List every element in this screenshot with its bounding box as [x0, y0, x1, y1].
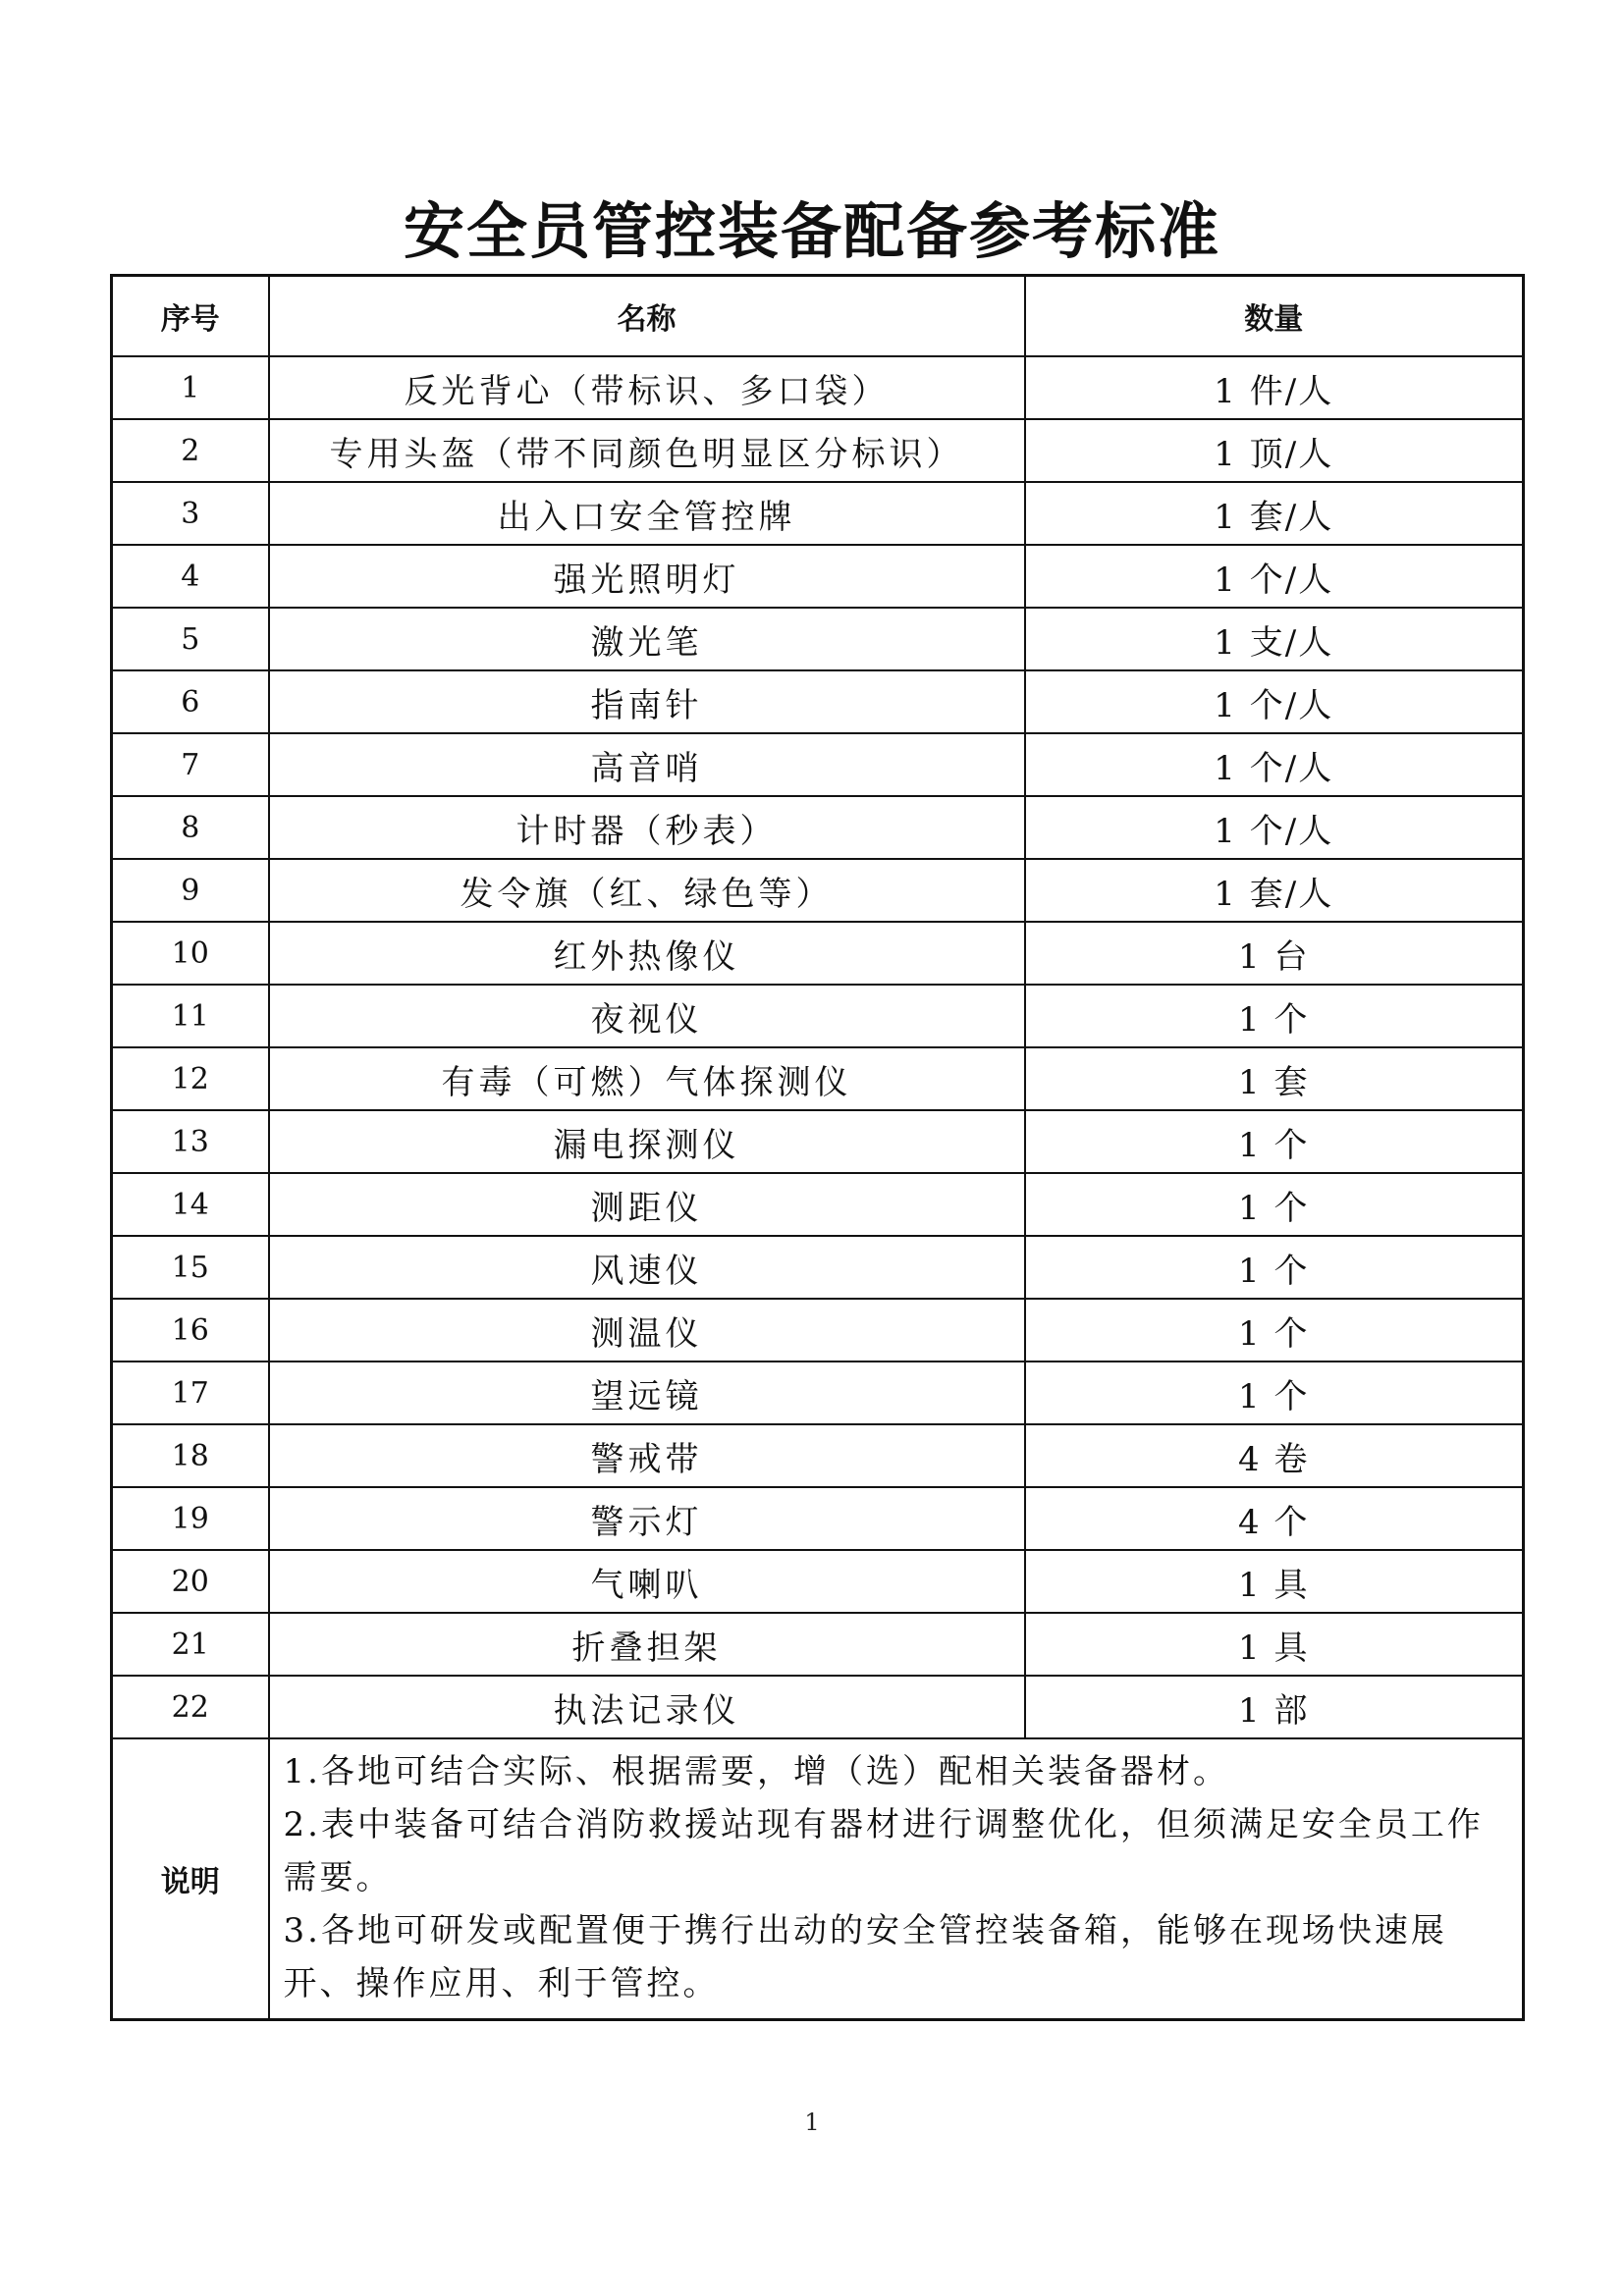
table-row	[112, 985, 1524, 1047]
cell-qty: 1 个/人	[1025, 733, 1524, 796]
note-line-2: 2.表中装备可结合消防救援站现有器材进行调整优化，但须满足安全员工作需要。	[283, 1805, 1484, 1897]
cell-name: 发令旗（红、绿色等）	[269, 859, 1025, 922]
table-row	[112, 670, 1524, 733]
cell-no: 7	[112, 733, 269, 796]
table-row	[112, 1613, 1524, 1676]
table-row	[112, 796, 1524, 859]
table-row	[112, 545, 1524, 608]
equipment-table	[110, 274, 1525, 2021]
cell-qty: 1 个/人	[1025, 796, 1524, 859]
table-row	[112, 1424, 1524, 1487]
cell-name: 专用头盔（带不同颜色明显区分标识）	[269, 419, 1025, 482]
cell-name: 风速仪	[269, 1236, 1025, 1299]
cell-name: 气喇叭	[269, 1550, 1025, 1613]
cell-no: 9	[112, 859, 269, 922]
cell-name: 计时器（秒表）	[269, 796, 1025, 859]
cell-no: 6	[112, 670, 269, 733]
cell-qty: 1 个	[1025, 1110, 1524, 1173]
table-row	[112, 1173, 1524, 1236]
cell-no: 4	[112, 545, 269, 608]
cell-name: 望远镜	[269, 1362, 1025, 1424]
cell-no: 22	[112, 1676, 269, 1738]
cell-no: 11	[112, 985, 269, 1047]
cell-no: 5	[112, 608, 269, 670]
cell-name: 激光笔	[269, 608, 1025, 670]
table-row	[112, 1550, 1524, 1613]
note-line-3: 3.各地可研发或配置便于携行出动的安全管控装备箱，能够在现场快速展开、操作应用、利于管控。	[283, 1911, 1447, 2003]
table-row	[112, 922, 1524, 985]
cell-qty: 1 个	[1025, 1299, 1524, 1362]
cell-no: 14	[112, 1173, 269, 1236]
cell-qty: 1 套	[1025, 1047, 1524, 1110]
cell-no: 21	[112, 1613, 269, 1676]
cell-qty: 1 个	[1025, 1173, 1524, 1236]
cell-qty: 1 个	[1025, 985, 1524, 1047]
table-row	[112, 1047, 1524, 1110]
cell-qty: 1 具	[1025, 1550, 1524, 1613]
cell-qty: 4 个	[1025, 1487, 1524, 1550]
cell-no: 3	[112, 482, 269, 545]
cell-no: 15	[112, 1236, 269, 1299]
header-name: 名称	[269, 276, 1025, 357]
notes-row	[112, 1738, 1524, 2020]
cell-name: 执法记录仪	[269, 1676, 1025, 1738]
cell-qty: 1 具	[1025, 1613, 1524, 1676]
table-header-row	[112, 276, 1524, 357]
cell-name: 强光照明灯	[269, 545, 1025, 608]
table-row	[112, 482, 1524, 545]
notes-label: 说明	[112, 1738, 269, 2020]
table-row	[112, 419, 1524, 482]
table-row	[112, 1110, 1524, 1173]
cell-name: 高音哨	[269, 733, 1025, 796]
cell-qty: 1 部	[1025, 1676, 1524, 1738]
cell-qty: 1 支/人	[1025, 608, 1524, 670]
cell-qty: 4 卷	[1025, 1424, 1524, 1487]
cell-no: 20	[112, 1550, 269, 1613]
cell-name: 指南针	[269, 670, 1025, 733]
cell-no: 2	[112, 419, 269, 482]
cell-qty: 1 套/人	[1025, 859, 1524, 922]
cell-no: 18	[112, 1424, 269, 1487]
cell-qty: 1 个	[1025, 1236, 1524, 1299]
cell-no: 19	[112, 1487, 269, 1550]
cell-qty: 1 件/人	[1025, 356, 1524, 419]
cell-qty: 1 个	[1025, 1362, 1524, 1424]
cell-qty: 1 台	[1025, 922, 1524, 985]
header-qty: 数量	[1025, 276, 1524, 357]
page-number: 1	[804, 2109, 820, 2136]
table-row	[112, 1362, 1524, 1424]
cell-no: 10	[112, 922, 269, 985]
cell-name: 漏电探测仪	[269, 1110, 1025, 1173]
table-row	[112, 1236, 1524, 1299]
cell-no: 13	[112, 1110, 269, 1173]
table-row	[112, 1487, 1524, 1550]
cell-no: 12	[112, 1047, 269, 1110]
cell-name: 测温仪	[269, 1299, 1025, 1362]
table-row	[112, 859, 1524, 922]
cell-name: 折叠担架	[269, 1613, 1025, 1676]
cell-no: 16	[112, 1299, 269, 1362]
cell-name: 测距仪	[269, 1173, 1025, 1236]
cell-qty: 1 个/人	[1025, 545, 1524, 608]
note-line-1: 1.各地可结合实际、根据需要，增（选）配相关装备器材。	[283, 1752, 1229, 1791]
cell-name: 警戒带	[269, 1424, 1025, 1487]
cell-qty: 1 顶/人	[1025, 419, 1524, 482]
table-row	[112, 356, 1524, 419]
cell-name: 红外热像仪	[269, 922, 1025, 985]
cell-no: 17	[112, 1362, 269, 1424]
cell-name: 反光背心（带标识、多口袋）	[269, 356, 1025, 419]
cell-qty: 1 套/人	[1025, 482, 1524, 545]
notes-body	[269, 1738, 1524, 2020]
cell-name: 出入口安全管控牌	[269, 482, 1025, 545]
cell-qty: 1 个/人	[1025, 670, 1524, 733]
cell-name: 夜视仪	[269, 985, 1025, 1047]
table-row	[112, 608, 1524, 670]
page-title: 安全员管控装备配备参考标准	[403, 195, 1220, 267]
table-row	[112, 733, 1524, 796]
cell-no: 8	[112, 796, 269, 859]
table-body	[112, 356, 1524, 1738]
header-no: 序号	[112, 276, 269, 357]
cell-no: 1	[112, 356, 269, 419]
table-row	[112, 1299, 1524, 1362]
cell-name: 警示灯	[269, 1487, 1025, 1550]
cell-name: 有毒（可燃）气体探测仪	[269, 1047, 1025, 1110]
table-row	[112, 1676, 1524, 1738]
